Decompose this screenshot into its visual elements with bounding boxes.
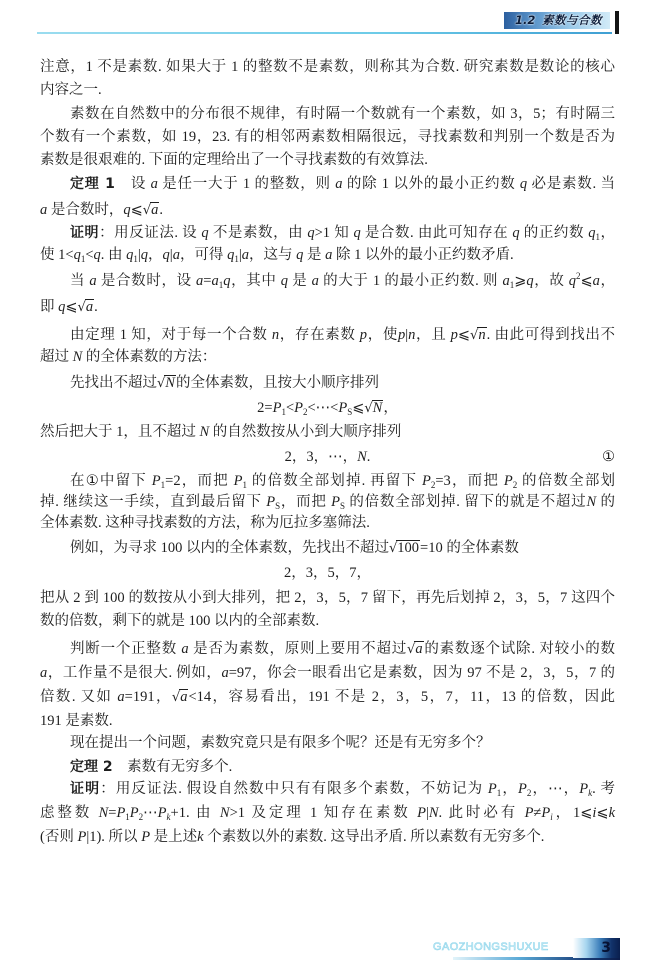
radical-sign: √ bbox=[470, 328, 479, 343]
math-variable: N bbox=[586, 494, 597, 510]
square-root bbox=[172, 689, 189, 705]
subscript: k bbox=[588, 788, 593, 798]
text-line: 掉. 继续这一手续，直到最后留下 $P_S$，而把 $P_S$ 的倍数全部划掉. 留下的就是不超过N 的 bbox=[40, 494, 616, 511]
math-variable: a bbox=[502, 273, 510, 289]
subscript: 1 bbox=[496, 788, 502, 798]
radicand: a bbox=[151, 202, 159, 218]
text-line: 倍数. 又如 a=191，√a<14，容易看出，191 不是 2，3，5，7，11，13 的倍数，因此 bbox=[40, 689, 615, 705]
math-variable: a bbox=[221, 665, 229, 681]
math-variable: a bbox=[211, 273, 219, 289]
math-variable: N bbox=[428, 805, 439, 821]
radicand: n bbox=[478, 327, 486, 343]
math-variable: q bbox=[296, 247, 304, 263]
math-variable: p bbox=[398, 327, 406, 343]
text-line: 个数有一个素数，如 19，23. 有的相邻两素数相隔很远，寻找素数和判别一个数是否为 bbox=[40, 129, 615, 145]
radical-sign: √ bbox=[142, 203, 152, 218]
text-line: 在①中留下 $P_1=2$，而把 $P_1$ 的倍数全部划掉. 再留下 $P_2=3$，而把 $P_2$ 的倍数全部划 bbox=[70, 473, 616, 490]
math-variable: q bbox=[227, 247, 235, 263]
page-number: 3 bbox=[601, 940, 611, 956]
math-variable: a bbox=[117, 689, 125, 705]
math-variable: P bbox=[77, 829, 87, 845]
math-variable: q bbox=[223, 273, 231, 289]
subscript: 1 bbox=[125, 812, 130, 822]
math-variable: N bbox=[72, 349, 83, 365]
math-variable: a bbox=[40, 202, 48, 218]
subscript: S bbox=[347, 407, 353, 417]
text-line: 虑整数 $N=P_1P_2\cdots P_k+1$. 由 N>1 及定理 1 知存在素数 P|N. 此时必有 $P\ne P_i$，1⩽i⩽k bbox=[40, 805, 616, 822]
square-root bbox=[364, 400, 383, 416]
math-variable: N bbox=[219, 805, 230, 821]
display-formula: 2，3，⋯，N. bbox=[284, 449, 371, 465]
math-variable: n bbox=[408, 327, 416, 343]
text-line: (否则 P|1). 所以 P 是上述k 个素数以外的素数. 这导出矛盾. 所以素数有无穷多个. bbox=[40, 829, 545, 845]
math-variable: a bbox=[325, 247, 333, 263]
math-variable: q bbox=[519, 176, 528, 192]
section-number: 1.2 bbox=[515, 13, 536, 27]
header-edge-bar bbox=[615, 11, 619, 34]
subscript: 1 bbox=[160, 480, 166, 490]
math-variable: i bbox=[592, 805, 597, 821]
text-line: 内容之一. bbox=[40, 82, 102, 98]
square-root bbox=[470, 327, 487, 343]
text-line: 判断一个正整数 a 是否为素数，原则上要用不超过√a的素数逐个试除. 对较小的数 bbox=[70, 641, 616, 657]
math-variable: a bbox=[150, 176, 158, 192]
subscript: S bbox=[275, 501, 281, 511]
radical-sign: √ bbox=[77, 300, 86, 315]
math-variable: p bbox=[359, 327, 368, 343]
subscript: 2 bbox=[302, 407, 308, 417]
radicand: 100 bbox=[397, 540, 420, 556]
math-variable: N bbox=[357, 449, 367, 465]
math-variable: P bbox=[541, 805, 551, 821]
subscript: 1 bbox=[242, 480, 248, 490]
display-formula: 2，3，5，7， bbox=[284, 565, 371, 581]
subscript: 1 bbox=[234, 254, 239, 264]
text-line: 注意，1 不是素数. 如果大于 1 的整数不是素数，则称其为合数. 研究素数是数论的核心 bbox=[40, 59, 615, 75]
math-variable: q bbox=[588, 225, 596, 241]
subscript: 1 bbox=[595, 232, 600, 242]
math-variable: P bbox=[151, 473, 161, 489]
math-variable: q bbox=[201, 225, 209, 241]
text-line: 先找出不超过√N的全体素数，且按大小顺序排列 bbox=[70, 375, 379, 391]
text-line: a，工作量不是很大. 例如，a=97，你会一眼看出它是素数，因为 97 不是 2，3，5，7 的 bbox=[40, 665, 615, 681]
square-root bbox=[157, 375, 176, 391]
theorem-2-line: 定理 2 素数有无穷多个. bbox=[70, 759, 233, 775]
math-variable: P bbox=[487, 781, 497, 797]
math-variable: a bbox=[40, 665, 48, 681]
text-line: 当 a 是合数时，设 $a=a_1q$，其中 q 是 a 的大于 1 的最小正约数. 则 $a_1⩾q$，故 $q^2⩽a$， bbox=[70, 271, 616, 290]
text-line: 把从 2 到 100 的数按从小到大排列，把 2，3，5，7 留下，再先后划掉 2，3，5，7 这四个 bbox=[40, 590, 615, 606]
math-variable: a bbox=[89, 273, 97, 289]
text-line: 素数是很艰难的. 下面的定理给出了一个寻找素数的有效算法. bbox=[40, 152, 428, 168]
math-variable: k bbox=[608, 805, 616, 821]
math-variable: P bbox=[266, 494, 276, 510]
radicand: N bbox=[165, 375, 175, 391]
text-line: a 是合数时，q⩽√a. bbox=[40, 202, 163, 218]
math-variable: P bbox=[141, 829, 151, 845]
math-variable: q bbox=[307, 225, 315, 241]
math-variable: P bbox=[129, 805, 139, 821]
math-variable: a bbox=[241, 247, 249, 263]
square-root bbox=[389, 540, 420, 556]
math-variable: a bbox=[592, 273, 600, 289]
math-variable: q bbox=[126, 247, 134, 263]
math-variable: q bbox=[162, 247, 170, 263]
math-variable: q bbox=[73, 247, 81, 263]
proof-line: 证明：用反证法. 设 q 不是素数，由 q>1 知 q 是合数. 由此可知存在 q 的正约数 $q_1$， bbox=[70, 225, 615, 242]
math-variable: k bbox=[197, 829, 204, 845]
math-variable: P bbox=[518, 781, 527, 797]
equation-label: ① bbox=[602, 449, 615, 465]
math-variable: q bbox=[280, 273, 288, 289]
radical-sign: √ bbox=[171, 690, 181, 705]
radicand: a bbox=[415, 641, 423, 657]
footer-series-text: GAOZHONGSHUXUE bbox=[433, 941, 549, 953]
math-variable: a bbox=[335, 176, 343, 192]
text-line: 例如，为寻求 100 以内的全体素数，先找出不超过√100=10 的全体素数 bbox=[70, 540, 519, 556]
math-variable: P bbox=[294, 400, 303, 416]
subscript: 1 bbox=[80, 254, 86, 264]
text-line: 然后把大于 1，且不超过 N 的自然数按从小到大顺序排列 bbox=[40, 424, 402, 440]
radical-sign: √ bbox=[157, 376, 166, 391]
math-variable: P bbox=[338, 400, 348, 416]
math-variable: q bbox=[140, 247, 149, 263]
math-variable: P bbox=[157, 805, 167, 821]
radicand: N bbox=[372, 400, 383, 416]
radicand: a bbox=[85, 299, 94, 315]
math-variable: P bbox=[524, 805, 534, 821]
math-variable: P bbox=[503, 473, 513, 489]
header-rule bbox=[37, 32, 612, 34]
text-line: 即 q⩽√a. bbox=[40, 299, 98, 315]
math-variable: q bbox=[353, 225, 361, 241]
proof-line: 证明：用反证法. 假设自然数中只有有限多个素数，不妨记为 $P_1$，$P_2$，⋯，$P_k$. 考 bbox=[70, 781, 616, 798]
math-variable: q bbox=[526, 273, 534, 289]
bold-label: 定理 1 bbox=[70, 176, 115, 192]
math-variable: a bbox=[196, 273, 204, 289]
math-variable: a bbox=[181, 641, 189, 657]
radical-sign: √ bbox=[407, 642, 416, 657]
section-header-badge bbox=[504, 12, 610, 29]
math-variable: P bbox=[422, 473, 431, 489]
math-variable: q bbox=[512, 225, 520, 241]
subscript: k bbox=[166, 812, 171, 822]
math-variable: P bbox=[417, 805, 426, 821]
math-variable: P bbox=[579, 781, 589, 797]
radicand: a bbox=[180, 689, 188, 705]
text-line: 现在提出一个问题，素数究竟只是有限多个呢？还是有无穷多个？ bbox=[70, 735, 491, 751]
math-variable: n bbox=[271, 327, 280, 343]
bold-label: 证明 bbox=[70, 781, 101, 797]
math-variable: q bbox=[93, 247, 101, 263]
bold-label: 定理 2 bbox=[70, 759, 113, 775]
subscript: 1 bbox=[133, 254, 138, 264]
math-variable: N bbox=[199, 424, 210, 440]
text-line: 超过 N 的全体素数的方法： bbox=[40, 349, 217, 365]
subscript: 2 bbox=[138, 812, 144, 822]
superscript: 2 bbox=[576, 271, 581, 281]
subscript: S bbox=[339, 501, 345, 511]
math-variable: P bbox=[233, 473, 243, 489]
theorem-1-line: 定理 1 设 a 是任一大于 1 的整数，则 a 的除 1 以外的最小正约数 q 必是素数. 当 bbox=[70, 176, 616, 192]
math-variable: q bbox=[123, 202, 131, 218]
text-line: 全体素数. 这种寻找素数的方法，称为厄拉多塞筛法. bbox=[40, 515, 370, 531]
subscript: 1 bbox=[281, 407, 286, 417]
math-variable: q bbox=[568, 273, 577, 289]
text-line: 数的倍数，剩下的就是 100 以内的全部素数. bbox=[40, 613, 320, 629]
page-number-badge bbox=[573, 938, 620, 958]
radical-sign: √ bbox=[364, 401, 373, 416]
square-root bbox=[143, 202, 160, 218]
math-variable: a bbox=[311, 273, 319, 289]
math-variable: P bbox=[272, 400, 282, 416]
square-root bbox=[78, 299, 95, 315]
subscript: 2 bbox=[526, 788, 532, 798]
square-root bbox=[407, 641, 424, 657]
math-variable: P bbox=[331, 494, 340, 510]
text-line: 素数在自然数中的分布很不规律，有时隔一个数就有一个素数，如 3，5；有时隔三 bbox=[70, 106, 615, 122]
math-variable: q bbox=[58, 299, 66, 315]
subscript: i bbox=[550, 812, 553, 822]
text-line: 191 是素数. bbox=[40, 713, 113, 729]
text-line: 使 $1<q_1<q$. 由 $q_1|q$，q|a，可得 $q_1|a$，这与 q 是 a 除 1 以外的最小正约数矛盾. bbox=[40, 247, 514, 264]
math-variable: P bbox=[116, 805, 126, 821]
subscript: 2 bbox=[430, 480, 436, 490]
text-line: 由定理 1 知，对于每一个合数 n，存在素数 p，使p|n，且 p⩽√n. 由此可得到找出不 bbox=[70, 327, 616, 343]
subscript: 1 bbox=[218, 280, 224, 290]
math-variable: a bbox=[172, 247, 180, 263]
subscript: 1 bbox=[509, 280, 515, 290]
subscript: 2 bbox=[512, 480, 518, 490]
section-title: 素数与合数 bbox=[542, 13, 602, 27]
display-formula: $2=P_1<P_2<\cdots<P_S⩽√N$， bbox=[257, 400, 398, 417]
bold-label: 证明 bbox=[70, 225, 100, 241]
math-variable: N bbox=[98, 805, 109, 821]
math-variable: p bbox=[450, 327, 458, 343]
radical-sign: √ bbox=[389, 541, 398, 556]
